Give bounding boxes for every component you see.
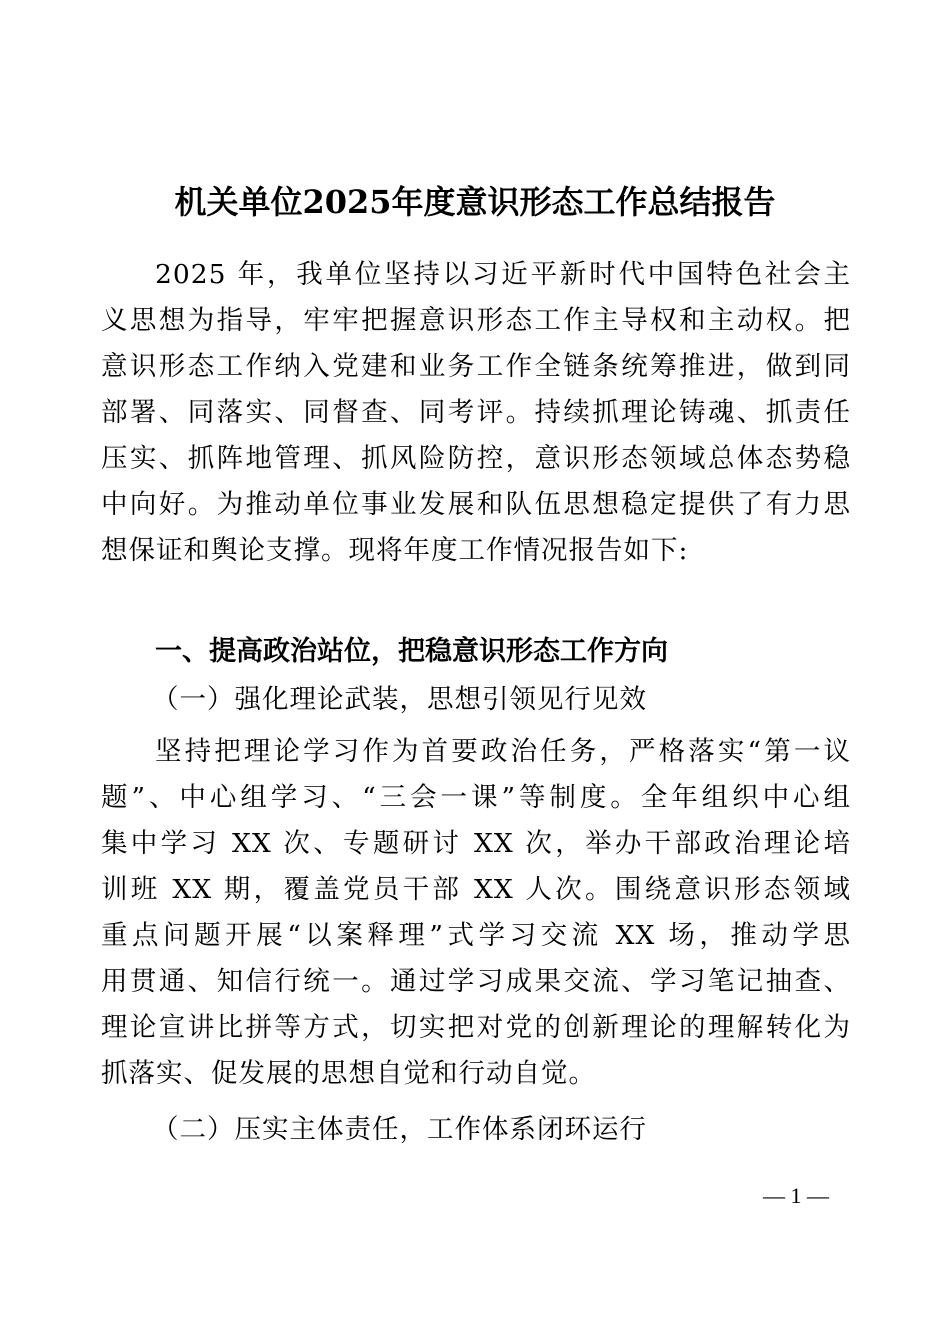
body-line: 坚持把理论学习作为首要政治任务，严格落实“第一议 bbox=[155, 736, 851, 767]
body-line: 用贯通、知信行统一。通过学习成果交流、学习笔记抽查、 bbox=[101, 966, 851, 997]
intro-line: 压实、抓阵地管理、抓风险防控，意识形态领域总体态势稳 bbox=[101, 443, 851, 474]
body-line: 重点问题开展“以案释理”式学习交流 XX 场，推动学思 bbox=[101, 920, 851, 951]
intro-line: 部署、同落实、同督查、同考评。持续抓理论铸魂、抓责任 bbox=[101, 397, 851, 428]
body-line: 训班 XX 期，覆盖党员干部 XX 人次。围绕意识形态领域 bbox=[101, 874, 851, 905]
intro-line: 2025 年，我单位坚持以习近平新时代中国特色社会主 bbox=[155, 259, 851, 290]
section-heading-1: 一、提高政治站位，把稳意识形态工作方向 bbox=[155, 636, 668, 667]
body-line: 理论宣讲比拼等方式，切实把对党的创新理论的理解转化为 bbox=[101, 1012, 851, 1043]
intro-line: 意识形态工作纳入党建和业务工作全链条统筹推进，做到同 bbox=[101, 351, 851, 382]
intro-line: 中向好。为推动单位事业发展和队伍思想稳定提供了有力思 bbox=[101, 489, 851, 520]
page-number: — 1 — bbox=[763, 1183, 829, 1208]
body-line: 抓落实、促发展的思想自觉和行动自觉。 bbox=[101, 1058, 596, 1089]
intro-line: 想保证和舆论支撑。现将年度工作情况报告如下: bbox=[101, 535, 689, 566]
body-line: 集中学习 XX 次、专题研讨 XX 次，举办干部政治理论培 bbox=[101, 828, 851, 859]
body-line: 题”、中心组学习、“三会一课”等制度。全年组织中心组 bbox=[101, 782, 851, 813]
intro-line: 义思想为指导，牢牢把握意识形态工作主导权和主动权。把 bbox=[101, 305, 851, 336]
document-title: 机关单位2025年度意识形态工作总结报告 bbox=[174, 183, 776, 221]
subsection-heading-1-2: （二）压实主体责任，工作体系闭环运行 bbox=[152, 1114, 647, 1145]
subsection-heading-1-1: （一）强化理论武装，思想引领见行见效 bbox=[152, 684, 647, 715]
